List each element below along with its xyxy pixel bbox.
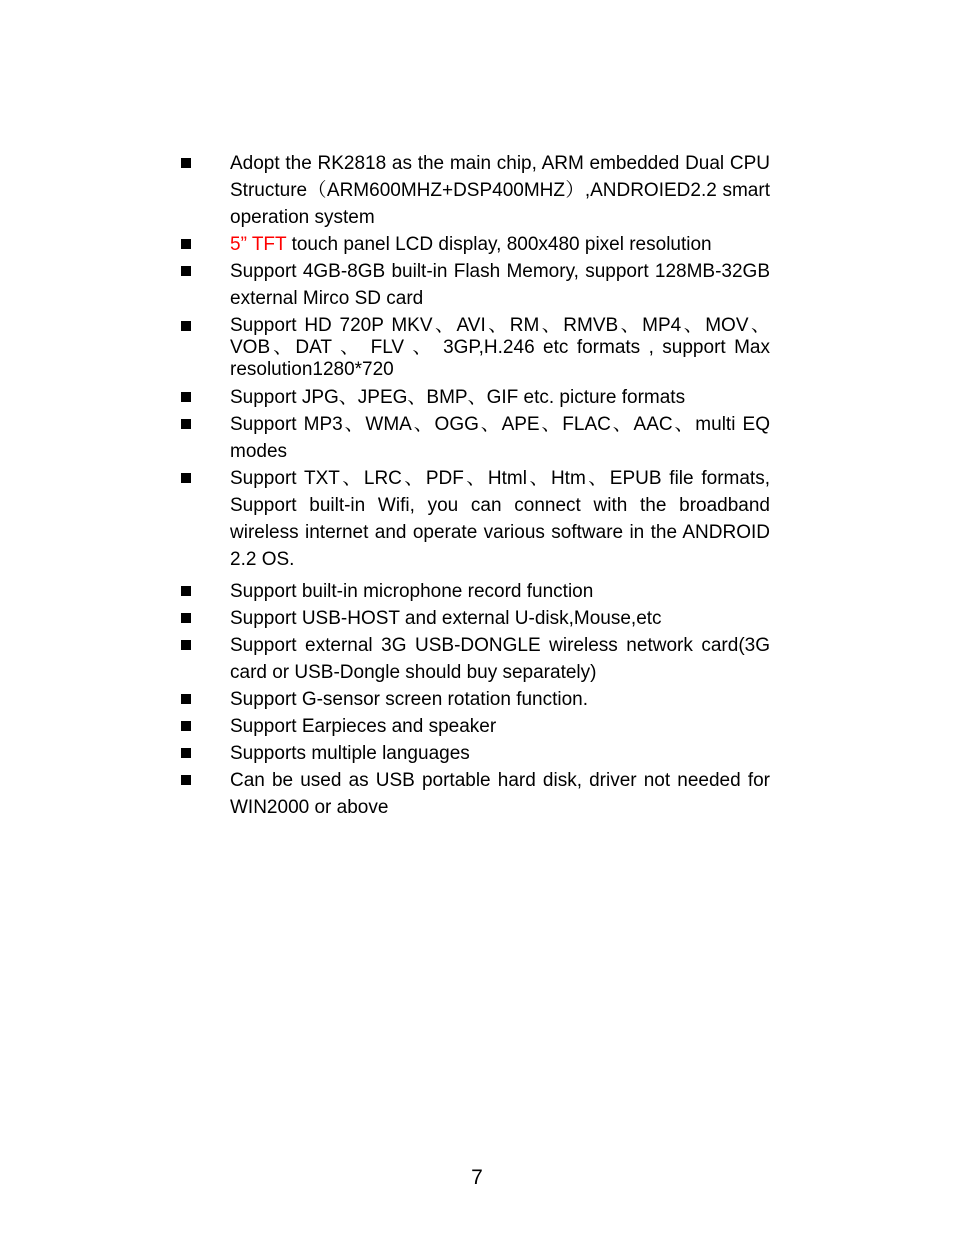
- square-bullet-icon: [181, 640, 191, 650]
- feature-text: Support Earpieces and speaker: [230, 716, 497, 737]
- feature-item-picture-formats: [178, 384, 770, 411]
- feature-list: [178, 150, 770, 821]
- square-bullet-icon: [181, 239, 191, 249]
- feature-item-usb-disk: [178, 767, 770, 821]
- feature-item-memory: [178, 258, 770, 312]
- feature-text: Support external 3G USB-DONGLE wireless network card(3G card or USB-Dongle should buy separately): [230, 635, 770, 683]
- square-bullet-icon: [181, 748, 191, 758]
- square-bullet-icon: [181, 419, 191, 429]
- square-bullet-icon: [181, 266, 191, 276]
- square-bullet-icon: [181, 775, 191, 785]
- feature-item-main-chip: [178, 150, 770, 231]
- feature-text: touch panel LCD display, 800x480 pixel resolution: [286, 234, 712, 255]
- feature-highlight-text: 5” TFT: [230, 234, 287, 255]
- feature-item-audio-formats: [178, 411, 770, 465]
- square-bullet-icon: [181, 473, 191, 483]
- square-bullet-icon: [181, 392, 191, 402]
- square-bullet-icon: [181, 694, 191, 704]
- feature-item-3g-dongle: [178, 632, 770, 686]
- feature-text: Support USB-HOST and external U-disk,Mouse,etc: [230, 608, 662, 629]
- feature-item-earpieces: [178, 713, 770, 740]
- feature-item-video-formats: [178, 315, 770, 381]
- square-bullet-icon: [181, 586, 191, 596]
- feature-item-usb-host: [178, 605, 770, 632]
- square-bullet-icon: [181, 321, 191, 331]
- feature-text: Support HD 720P MKV、AVI、RM、RMVB、MP4、MOV、VOB、DAT 、 FLV 、 3GP,H.246 etc formats , support Max resolution1280*720: [230, 315, 770, 380]
- feature-text: Support TXT、LRC、PDF、Html、Htm、EPUB file formats, Support built-in Wifi, you can connect with the broadband wireless internet and operate various software in the ANDROID 2.2 OS.: [230, 468, 770, 570]
- feature-text: Support MP3、WMA、OGG、APE、FLAC、AAC、multi EQ modes: [230, 414, 770, 462]
- feature-item-display: [178, 231, 770, 258]
- feature-text: Support JPG、JPEG、BMP、GIF etc. picture formats: [230, 387, 686, 408]
- feature-item-microphone: [178, 578, 770, 605]
- feature-item-ebook-wifi: [178, 465, 770, 573]
- feature-text: Can be used as USB portable hard disk, driver not needed for WIN2000 or above: [230, 770, 770, 818]
- feature-text: Support 4GB-8GB built-in Flash Memory, support 128MB-32GB external Mirco SD card: [230, 261, 770, 309]
- feature-text: Support G-sensor screen rotation function.: [230, 689, 589, 710]
- square-bullet-icon: [181, 158, 191, 168]
- feature-text: Supports multiple languages: [230, 743, 470, 764]
- feature-item-g-sensor: [178, 686, 770, 713]
- feature-text: Adopt the RK2818 as the main chip, ARM embedded Dual CPU Structure（ARM600MHZ+DSP400MHZ）,ANDROIED2.2 smart operation system: [230, 153, 770, 228]
- square-bullet-icon: [181, 613, 191, 623]
- page-number: 7: [471, 1166, 483, 1189]
- square-bullet-icon: [181, 721, 191, 731]
- feature-item-languages: [178, 740, 770, 767]
- feature-text: Support built-in microphone record function: [230, 581, 594, 602]
